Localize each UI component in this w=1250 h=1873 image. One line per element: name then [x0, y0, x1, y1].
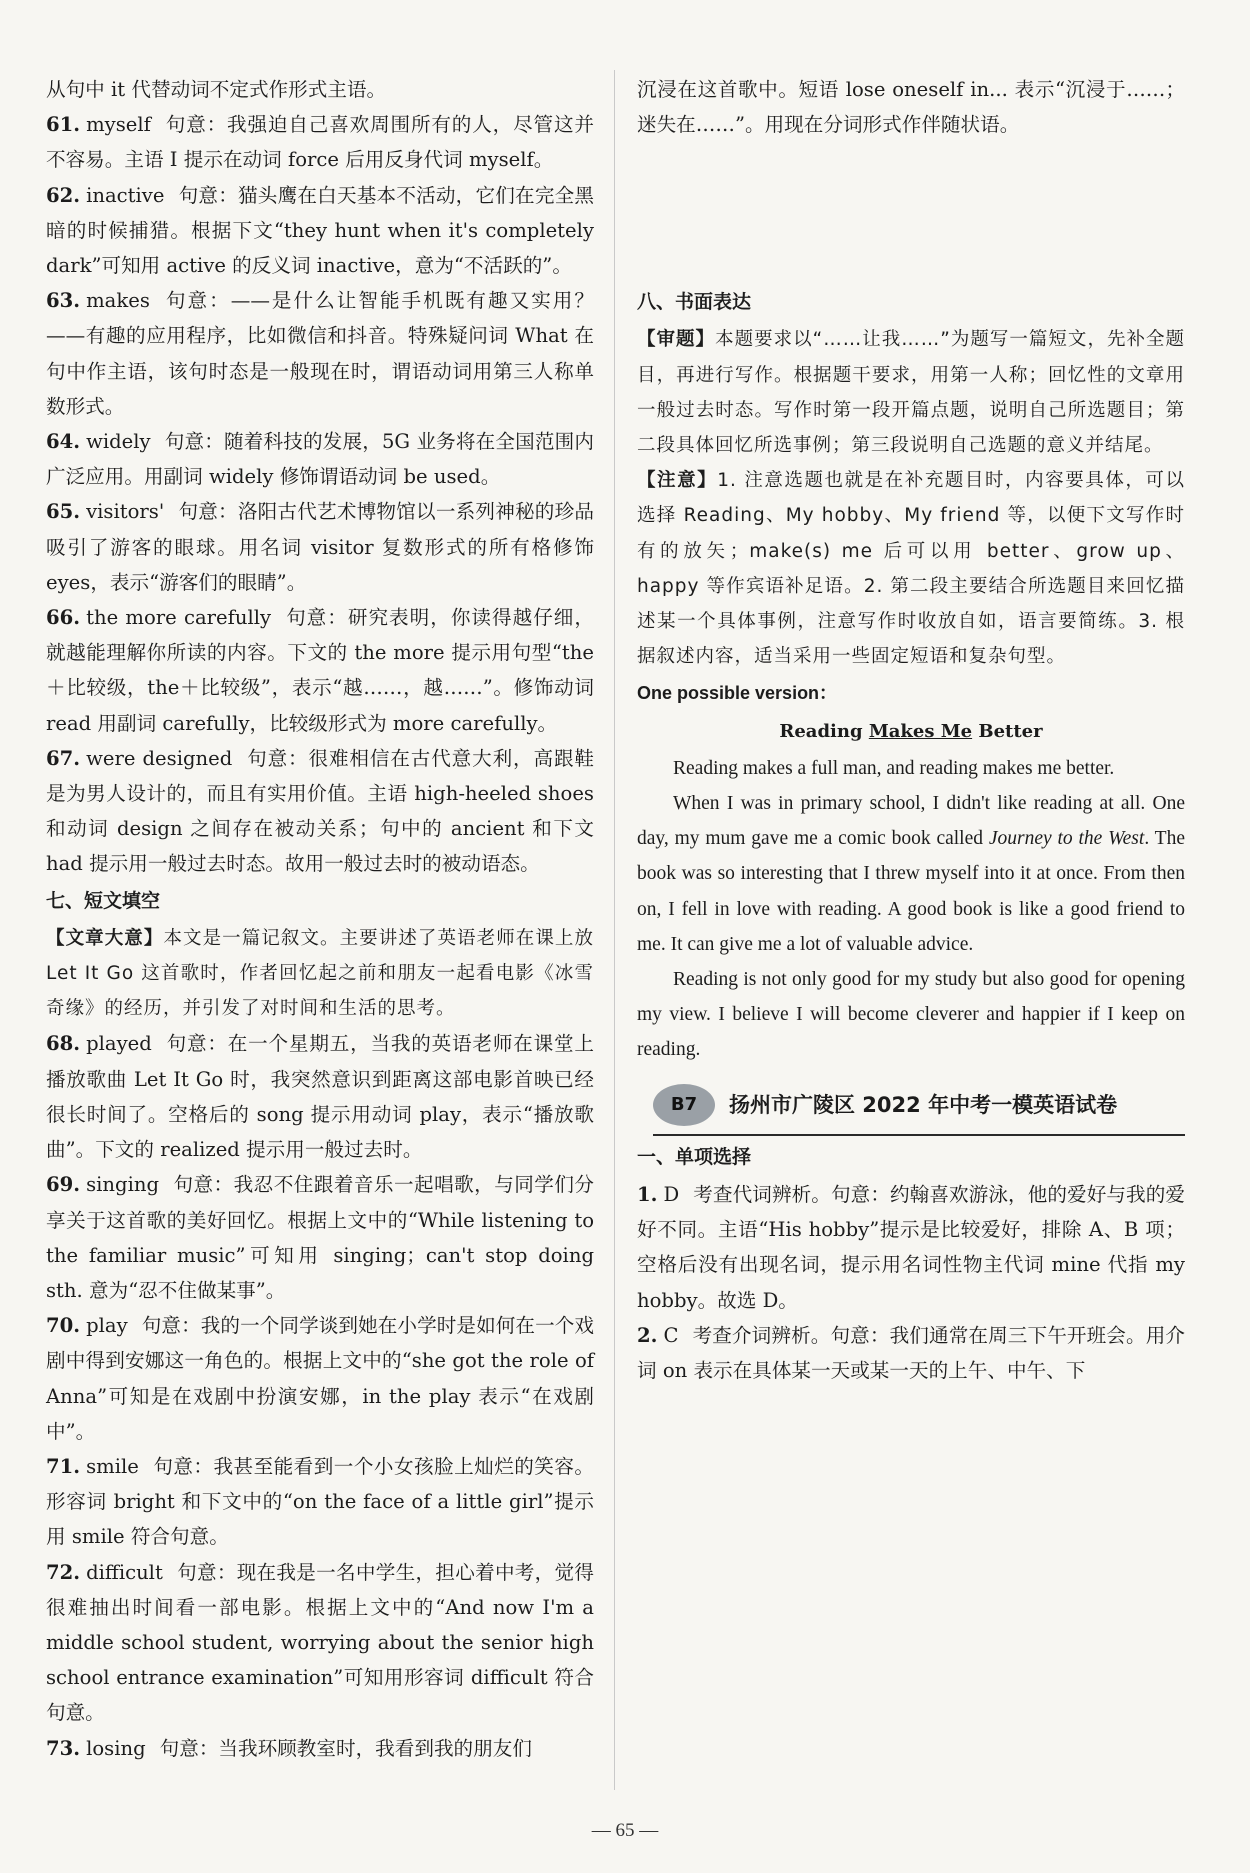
- answer-list-68-73: [46, 1026, 594, 1765]
- section-heading-1: 一、单项选择: [637, 1145, 752, 1168]
- answer-item: 71. smile 句意：我甚至能看到一个小女孩脸上灿烂的笑容。形容词 bright 和下文中的“on the face of a little girl”提示用 smile 符合句意。: [46, 1454, 594, 1549]
- answer-item: 73. losing 句意：当我环顾教室时，我看到我的朋友们: [46, 1736, 532, 1760]
- right-column: [637, 72, 1185, 1388]
- answer-list-61-67: [46, 107, 594, 881]
- answer-item: 62. inactive 句意：猫头鹰在白天基本不活动，它们在完全黑暗的时候捕猎。根据下文“they hunt when it's completely dark”可知用 active 的反义词 inactive，意为“不活跃的”。: [46, 183, 594, 278]
- attention-note: 【注意】1. 注意选题也就是在补充题目时，内容要具体，可以选择 Reading、My hobby、My friend 等，以便下文写作时有的放矢；make(s) me 后可以用 better、grow up、happy 等作宾语补足语。2. 第二段主要结合所选题目来回忆描述某一个具体事例，注意写作时收放自如，语言要简练。3. 根据叙述内容，适当采用一些固定短语和复杂句型。: [637, 470, 1185, 668]
- essay-paragraph: Reading is not only good for my study but also good for opening my view. I believe I will become cleverer and happier if I keep on reading.: [637, 969, 1185, 1061]
- intro-text: 从句中 it 代替动词不定式作形式主语。: [46, 78, 387, 101]
- exam-title: 扬州市广陵区 2022 年中考一模英语试卷: [729, 1092, 1118, 1117]
- essay-paragraph: When I was in primary school, I didn't like reading at all. One day, my mum gave me a comic book called Journey to the West. The book was so interesting that I threw myself into it at once. From then on, I fell in love with reading. A good book is like a good friend to me. It can give me a lot of valuable advice.: [637, 793, 1185, 955]
- answer-item: [637, 248, 1185, 283]
- essay-paragraph: Reading makes a full man, and reading makes me better.: [673, 757, 1115, 779]
- answer-item: [637, 213, 1185, 248]
- answer-item: [637, 178, 1185, 213]
- answer-item: 64. widely 句意：随着科技的发展，5G 业务将在全国范围内广泛应用。用副词 widely 修饰谓语动词 be used。: [46, 430, 594, 489]
- column-divider: [614, 70, 615, 1790]
- page-number: — 65 —: [591, 1820, 659, 1841]
- answer-item: 1. D 考查代词辨析。句意：约翰喜欢游泳，他的爱好与我的爱好不同。主语“His hobby”提示是比较爱好，排除 A、B 项；空格后没有出现名词，提示用名词性物主代词 mine 代指 my hobby。故选 D。: [637, 1182, 1185, 1312]
- answer-item: 72. difficult 句意：现在我是一名中学生，担心着中考，觉得很难抽出时间看一部电影。根据上文中的“And now I'm a middle school student, worrying about the senior high school entrance examination”可知用形容词 difficult 符合句意。: [46, 1560, 594, 1725]
- review-note: 【审题】本题要求以“……让我……”为题写一篇短文，先补全题目，再进行写作。根据题干要求，用第一人称；回忆性的文章用一般过去时态。写作时第一段开篇点题，说明自己所选题目；第二段具体回忆所选事例；第三段说明自己选题的意义并结尾。: [637, 329, 1185, 457]
- answer-item: 63. makes 句意：——是什么让智能手机既有趣又实用？——有趣的应用程序，比如微信和抖音。特殊疑问词 What 在句中作主语，该句时态是一般现在时，谓语动词用第三人称单数形式。: [46, 289, 594, 418]
- answer-item: 65. visitors' 句意：洛阳古代艺术博物馆以一系列神秘的珍品吸引了游客的眼球。用名词 visitor 复数形式的所有格修饰 eyes，表示“游客们的眼睛”。: [46, 500, 594, 594]
- left-column: [46, 72, 594, 1766]
- answer-item: 61. myself 句意：我强迫自己喜欢周围所有的人，尽管这并不容易。主语 I 提示在动词 force 后用反身代词 myself。: [46, 113, 594, 172]
- banner-underline: [653, 1134, 1185, 1136]
- article-summary: 【文章大意】本文是一篇记叙文。主要讲述了英语老师在课上放 Let It Go 这首歌时，作者回忆起之前和朋友一起看电影《冰雪奇缘》的经历，并引发了对时间和生活的思考。: [46, 927, 594, 1020]
- continued-text: 沉浸在这首歌中。短语 lose oneself in... 表示“沉浸于……；迷失在……”。用现在分词形式作伴随状语。: [637, 78, 1185, 137]
- answer-item: 67. were designed 句意：很难相信在古代意大利，高跟鞋是为男人设计的，而且有实用价值。主语 high-heeled shoes 和动词 design 之间存在被动关系；句中的 ancient 和下文 had 提示用一般过去时态。故用一般过去时的被动语态。: [46, 746, 594, 876]
- answer-list-74-77: [637, 142, 1185, 283]
- section-badge: B7: [653, 1084, 715, 1126]
- answer-item: [637, 142, 1185, 177]
- answer-item: 69. singing 句意：我忍不住跟着音乐一起唱歌，与同学们分享关于这首歌的美好回忆。根据上文中的“While listening to the familiar music”可知用 singing；can't stop doing sth. 意为“忍不住做某事”。: [46, 1173, 594, 1302]
- answer-item: 2. C 考查介词辨析。句意：我们通常在周三下午开班会。用介词 on 表示在具体某一天或某一天的上午、中午、下: [637, 1323, 1185, 1382]
- answer-item: 68. played 句意：在一个星期五，当我的英语老师在课堂上播放歌曲 Let It Go 时，我突然意识到距离这部电影首映已经很长时间了。空格后的 song 提示用动词 play，表示“播放歌曲”。下文的 realized 提示用一般过去时。: [46, 1032, 594, 1162]
- exam-banner: [637, 1074, 1185, 1136]
- essay-title: Reading Makes Me Better: [779, 720, 1043, 742]
- answer-item: 66. the more carefully 句意：研究表明，你读得越仔细，就越能理解你所读的内容。下文的 the more 提示用句型“the＋比较级，the＋比较级”，表示“越……，越……”。修饰动词 read 用副词 carefully，比较级形式为 more carefully。: [46, 606, 594, 735]
- section-heading-7: 七、短文填空: [46, 889, 161, 912]
- section-heading-8: 八、书面表达: [637, 291, 752, 314]
- answer-item: 70. play 句意：我的一个同学谈到她在小学时是如何在一个戏剧中得到安娜这一角色的。根据上文中的“she got the role of Anna”可知是在戏剧中扮演安娜，in the play 表示“在戏剧中”。: [46, 1314, 594, 1443]
- essay-label: One possible version：: [637, 683, 838, 704]
